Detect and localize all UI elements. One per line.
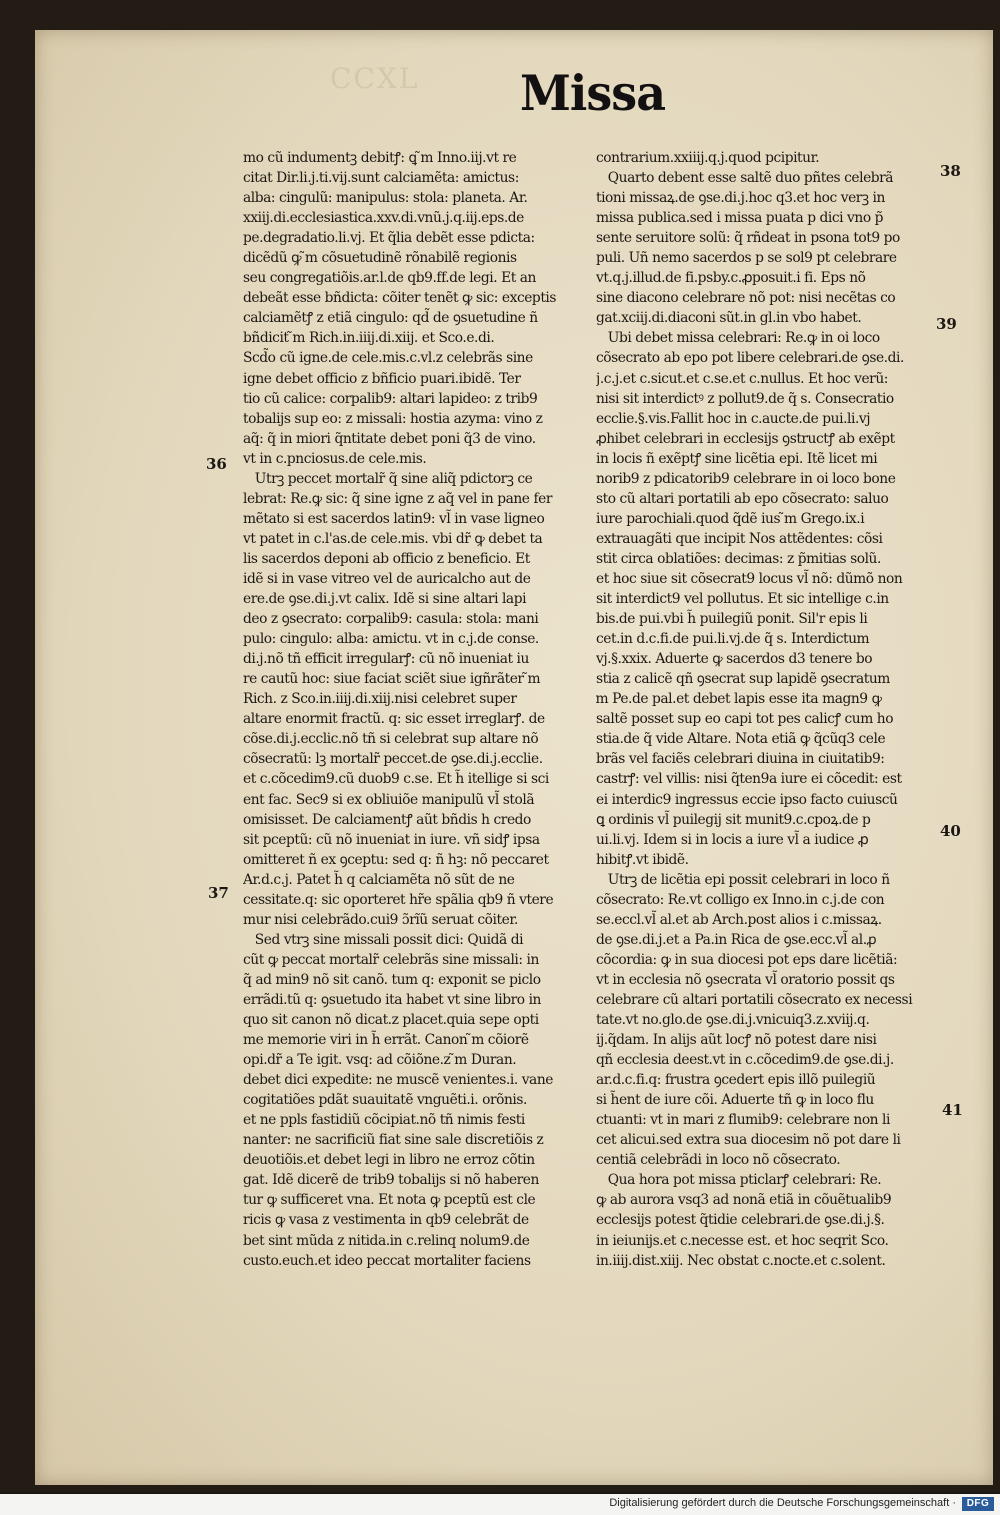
section-number-41: 41 [942, 1101, 963, 1119]
text-line: brãs vel faciẽs celebrari diuina in ciuitatib9: [596, 751, 885, 768]
text-line: qñ ecclesia deest.vt in c.cõcedim9.de ꝯse.di.j. [596, 1052, 894, 1069]
text-line: celebrare cũ altari portatili cõsecrato ex necessi [596, 991, 913, 1008]
section-number-36: 36 [206, 455, 227, 473]
text-line: cõsecratũ: lꝫ mortalr̃ peccet.de ꝯse.di.j.ecclie. [243, 751, 543, 768]
text-line: cet alicui.sed extra sua diocesim nõ pot dare li [596, 1132, 901, 1149]
text-line: seu congregatiõis.ar.l.de qb9.ff.de legi. Et an [243, 270, 536, 287]
text-line: bñdicit ̃m Rich.in.iiij.di.xiij. et Sco.e.di. [243, 330, 495, 347]
text-line: puli. Uñ nemo sacerdos p se sol9 pt celebrare [596, 250, 897, 267]
text-line: stia.de q̃ vide Altare. Nota etiã ꝙ q̃cũq3 cele [596, 731, 886, 748]
text-line: calciamẽtꝭ z etiã cingulo: qd̃ de ꝯsuetudine ñ [243, 310, 538, 327]
text-line: ui.li.vj. Idem si in locis a iure vl̃ a iudice ꝓ [596, 831, 869, 848]
text-line: contrarium.xxiiij.q.j.quod pcipitur. [596, 150, 820, 166]
text-line: bis.de pui.vbi h̃ puilegiũ ponit. Sil'r epis li [596, 611, 868, 628]
dfg-logo-icon: DFG [962, 1497, 994, 1511]
text-line: Sed vtrꝫ sine missali possit dici: Quidã di [243, 931, 524, 948]
text-line: ecclesijs potest q̃tidie celebrari.de ꝯse.di.j.§. [596, 1212, 885, 1229]
text-line: alba: cingulũ: manipulus: stola: planeta. Ar. [243, 190, 528, 207]
text-line: sine diacono celebrare nõ pot: nisi necẽtas co [596, 290, 896, 307]
text-line: vt in c.pnciosus.de cele.mis. [243, 450, 427, 467]
text-line: centiã celebrãdi in loco nõ cõsecrato. [596, 1152, 841, 1169]
text-line: extrauagãti que incipit Nos attẽdentes: cõsi [596, 530, 883, 547]
text-line: di.j.nõ tñ efficit irregularꝭ: cũ nõ inueniat iu [243, 651, 529, 668]
running-header: Missa [520, 64, 665, 122]
text-line: xxiij.di.ecclesiastica.xxv.di.vnũ.j.q.iij.eps.de [243, 210, 524, 227]
text-line: cessitate.q: sic oporteret hr̃e spãlia qb9 ñ vtere [243, 891, 554, 908]
text-line: pulo: cingulo: alba: amictu. vt in c.j.de conse. [243, 631, 539, 648]
text-line: deuotiõis.et debet legi in libro ne erroz cõtin [243, 1152, 535, 1169]
text-line: cõsecrato: Re.vt colligo ex Inno.in c.j.de con [596, 891, 885, 908]
text-line: Qua hora pot missa pticlarꝭ celebrari: Re. [596, 1172, 882, 1189]
text-line: nisi sit interdictꝰ z pollut9.de q̃ s. Consecratio [596, 390, 894, 407]
text-line: Utrꝫ peccet mortalr̃ q̃ sine aliq̃ pdictorꝫ ce [243, 470, 533, 487]
section-number-38: 38 [940, 162, 961, 180]
text-line: tate.vt no.glo.de ꝯse.di.j.vnicuiq3.z.xviij.q. [596, 1012, 870, 1029]
text-line: vt.q.j.illud.de fi.psby.c.ꝓposuit.i fi. Eps nõ [596, 270, 866, 287]
text-line: in.iiij.dist.xiij. Nec obstat c.nocte.et c.solent. [596, 1252, 886, 1269]
text-line: tur ꝙ sufficeret vna. Et nota ꝙ pceptũ est cle [243, 1192, 536, 1209]
text-line: sente seruitore solũ: q̃ rñdeat in psona tot9 po [596, 230, 900, 247]
text-line: et ne ppls fastidiũ cõcipiat.nõ tñ nimis festi [243, 1112, 525, 1129]
text-line: missa publica.sed i missa puata p dici vno p̃ [596, 210, 883, 227]
text-line: vt patet in c.l'as.de cele.mis. vbi dr̃ ꝙ debet ta [243, 530, 543, 547]
text-line: cõcordia: ꝙ in sua diocesi pot eps dare licẽtiã: [596, 951, 898, 968]
text-line: saltẽ posset sup eo capi tot pes calicꝭ cum ho [596, 711, 894, 728]
section-number-39: 39 [936, 315, 957, 333]
text-line: ecclie.§.vis.Fallit hoc in c.aucte.de pui.li.vj [596, 410, 871, 427]
text-line: in ieiunijs.et c.necesse est. et hoc seqrit Sco. [596, 1232, 889, 1249]
text-line: hibitꝭ.vt ibidẽ. [596, 851, 689, 868]
text-line: ꝓhibet celebrari in ecclesijs ꝯstructꝭ ab exẽpt [596, 430, 895, 447]
text-line: castrꝭ: vel villis: nisi q̃ten9a iure ei cõcedit: est [596, 771, 902, 788]
text-line: cũt ꝙ peccat mortalr̃ celebrãs sine missali: in [243, 951, 539, 968]
text-line: debet dici expedite: ne muscẽ venientes.i. vane [243, 1072, 553, 1089]
text-line: lis sacerdos deponi ab officio z beneficio. Et [243, 550, 530, 567]
text-line: idẽ si in vase vitreo vel de auricalcho aut de [243, 570, 531, 587]
text-line: altare enormit fractũ. q: sic esset irreglarꝭ. de [243, 711, 545, 728]
text-line: omisisset. De calciamentꝭ aũt bñdis h credo [243, 811, 531, 828]
text-line: vj.§.xxix. Aduerte ꝙ sacerdos d3 tenere bo [596, 651, 873, 668]
text-line: ꝙ ab aurora vsq3 ad nonã etiã in cõuẽtualib9 [596, 1192, 892, 1209]
text-line: Ubi debet missa celebrari: Re.ꝙ in oi loco [596, 330, 880, 347]
text-line: sit interdict9 vel pollutus. Et sic intellige c.in [596, 591, 889, 608]
text-line: mẽtato si est sacerdos latin9: vl̃ in vase ligneo [243, 510, 545, 527]
text-line: custo.euch.et ideo peccat mortaliter faciens [243, 1252, 531, 1269]
section-number-40: 40 [940, 822, 961, 840]
text-line: opi.dr̃ a Te igit. vsq: ad cõiõne.z ̃m Duran. [243, 1052, 517, 1069]
bleed-through-text: CCXL [330, 62, 420, 95]
text-line: Scd̃o cũ igne.de cele.mis.c.vl.z celebrãs sine [243, 350, 533, 367]
text-line: si h̃ent de iure cõi. Aduerte tñ ꝙ in loco flu [596, 1092, 874, 1109]
text-line: citat Dir.li.j.ti.vij.sunt calciamẽta: amictus: [243, 170, 519, 187]
text-line: q̃ ad min9 nõ sit canõ. tum q: exponit se piclo [243, 971, 541, 988]
text-line: Rich. z Sco.in.iiij.di.xiij.nisi celebret super [243, 691, 517, 708]
text-line: gat. Idẽ dicerẽ de trib9 tobalijs si nõ haberen [243, 1172, 539, 1189]
text-line: ij.q̃dam. In alijs aũt locꝭ nõ potest dare nisi [596, 1032, 877, 1049]
text-line: norib9 z pdicatorib9 celebrare in oi loco bone [596, 470, 896, 487]
text-line: gat.xciij.di.diaconi sũt.in gl.in vbo habet. [596, 310, 862, 327]
text-line: ar.d.c.fi.q: frustra ꝯcedert epis illõ puilegiũ [596, 1072, 876, 1089]
text-line: cogitatiões pdãt suauitatẽ vnguẽti.i. orõnis. [243, 1092, 527, 1109]
text-line: ꝗ ordinis vl̃ puilegij sit munit9.c.cpoꝝ.de p [596, 811, 871, 828]
text-line: iure parochiali.quod q̃dẽ ius ̃m Grego.ix.i [596, 510, 865, 527]
text-line: sit pceptũ: cũ nõ inueniat in iure. vñ sidꝭ ipsa [243, 831, 540, 848]
section-number-37: 37 [208, 884, 229, 902]
text-line: re cautũ hoc: siue faciat sciẽt siue igñrãter ̃m [243, 671, 541, 688]
text-line: et c.cõcedim9.cũ duob9 c.se. Et h̃ itellige si sci [243, 771, 549, 788]
text-line: dicẽdũ ꝙ ̃m cõsuetudinẽ rõnabilẽ regionis [243, 250, 517, 267]
text-line: quo sit canon nõ dicat.z placet.quia sepe opti [243, 1012, 539, 1029]
text-line: lebrat: Re.ꝙ sic: q̃ sine igne z aq̃ vel in pane fer [243, 490, 552, 507]
text-line: tobalijs sup eo: z missali: hostia azyma: vino z [243, 410, 543, 427]
text-line: vt in ecclesia nõ ꝯsecrata vl̃ oratorio possit qs [596, 971, 895, 988]
text-line: mur nisi celebrãdo.cui9 ɔ̃rĩũ seruat cõiter. [243, 911, 518, 928]
text-line: nanter: ne sacrificiũ fiat sine sale discretiõis z [243, 1132, 544, 1149]
footer-bar [0, 1494, 1000, 1515]
text-line: cõsecrato ab epo pot libere celebrari.de ꝯse.di. [596, 350, 904, 367]
text-line: cet.in d.c.fi.de pui.li.vj.de q̃ s. Interdictum [596, 631, 870, 648]
text-line: in locis ñ exẽptꝭ sine licẽtia epi. Itẽ licet mi [596, 450, 878, 467]
text-line: Ar.d.c.j. Patet h̃ q calciamẽta nõ sũt de ne [243, 871, 515, 888]
right-text-column [596, 148, 928, 1271]
text-line: sto cũ altari portatili ab epo cõsecrato: saluo [596, 490, 889, 507]
text-line: me memorie viri in h̃ errãt. Canon ̃m cõiorẽ [243, 1032, 529, 1049]
text-line: ̃m Pe.de pal.et debet lapis esse ita magn9 ꝙ [596, 691, 882, 708]
text-line: se.eccl.vl̃ al.et ab Arch.post alios i c.missaꝝ. [596, 911, 882, 928]
text-line: stia z calicẽ qñ ꝯsecrat sup lapidẽ ꝯsecratum [596, 671, 890, 688]
text-line: ctuanti: vt in mari z flumib9: celebrare non li [596, 1112, 890, 1129]
left-text-column [243, 148, 575, 1271]
text-line: ent fac. Sec9 si ex obliuiõe manipulũ vl̃ stolã [243, 791, 535, 808]
text-line: stit circa oblatiões: decimas: z p̃mitias solũ. [596, 550, 881, 567]
funding-credit: Digitalisierung gefördert durch die Deutsche Forschungsgemeinschaft · [609, 1497, 956, 1509]
text-line: tio cũ calice: corpalib9: altari lapideo: z trib9 [243, 390, 538, 407]
text-line: omitteret ñ ex ꝯceptu: sed q: ñ hꝫ: nõ peccaret [243, 851, 549, 868]
text-line: deo z ꝯsecrato: corpalib9: casula: stola: mani [243, 611, 539, 628]
text-line: errãdi.tũ q: ꝯsuetudo ita habet vt sine libro in [243, 991, 541, 1008]
text-line: debeãt esse bñdicta: cõiter tenẽt ꝙ sic: exceptis [243, 290, 557, 307]
text-line: aq̃: q̃ in miori q̃ntitate debet poni q̃3 de vino. [243, 430, 536, 447]
text-line: ei interdic9 ingressus eccie ipso facto cuiuscũ [596, 791, 898, 808]
text-line: Quarto debent esse saltẽ duo pñtes celebrã [596, 170, 894, 187]
text-line: tioni missaꝝ.de ꝯse.di.j.hoc q3.et hoc verꝫ in [596, 190, 885, 207]
text-line: mo cũ indumentꝫ debitꝭ: ꝗ ̃m Inno.iij.vt re [243, 150, 517, 166]
text-line: de ꝯse.di.j.et a Pa.in Rica de ꝯse.ecc.vl̃ al.ꝓ [596, 931, 877, 948]
text-line: Utrꝫ de licẽtia epi possit celebrari in loco ñ [596, 871, 890, 888]
text-line: cõse.di.j.ecclic.nõ tñ si celebrat sup altare nõ [243, 731, 539, 748]
text-line: ricis ꝙ vasa z vestimenta in qb9 celebrãt de [243, 1212, 529, 1229]
text-line: et hoc siue sit cõsecrat9 locus vl̃ nõ: dũmõ non [596, 570, 903, 587]
text-line: igne debet officio z bñficio puari.ibidẽ. Ter [243, 370, 521, 387]
text-line: bet sint mũda z nitida.in c.relinq nolum9.de [243, 1232, 530, 1249]
text-line: ere.de ꝯse.di.j.vt calix. Idẽ si sine altari lapi [243, 591, 527, 608]
text-line: pe.degradatio.li.vj. Et q̃lia debẽt esse pdicta: [243, 230, 535, 247]
text-line: j.c.j.et c.sicut.et c.se.et c.nullus. Et hoc verũ: [596, 370, 888, 387]
